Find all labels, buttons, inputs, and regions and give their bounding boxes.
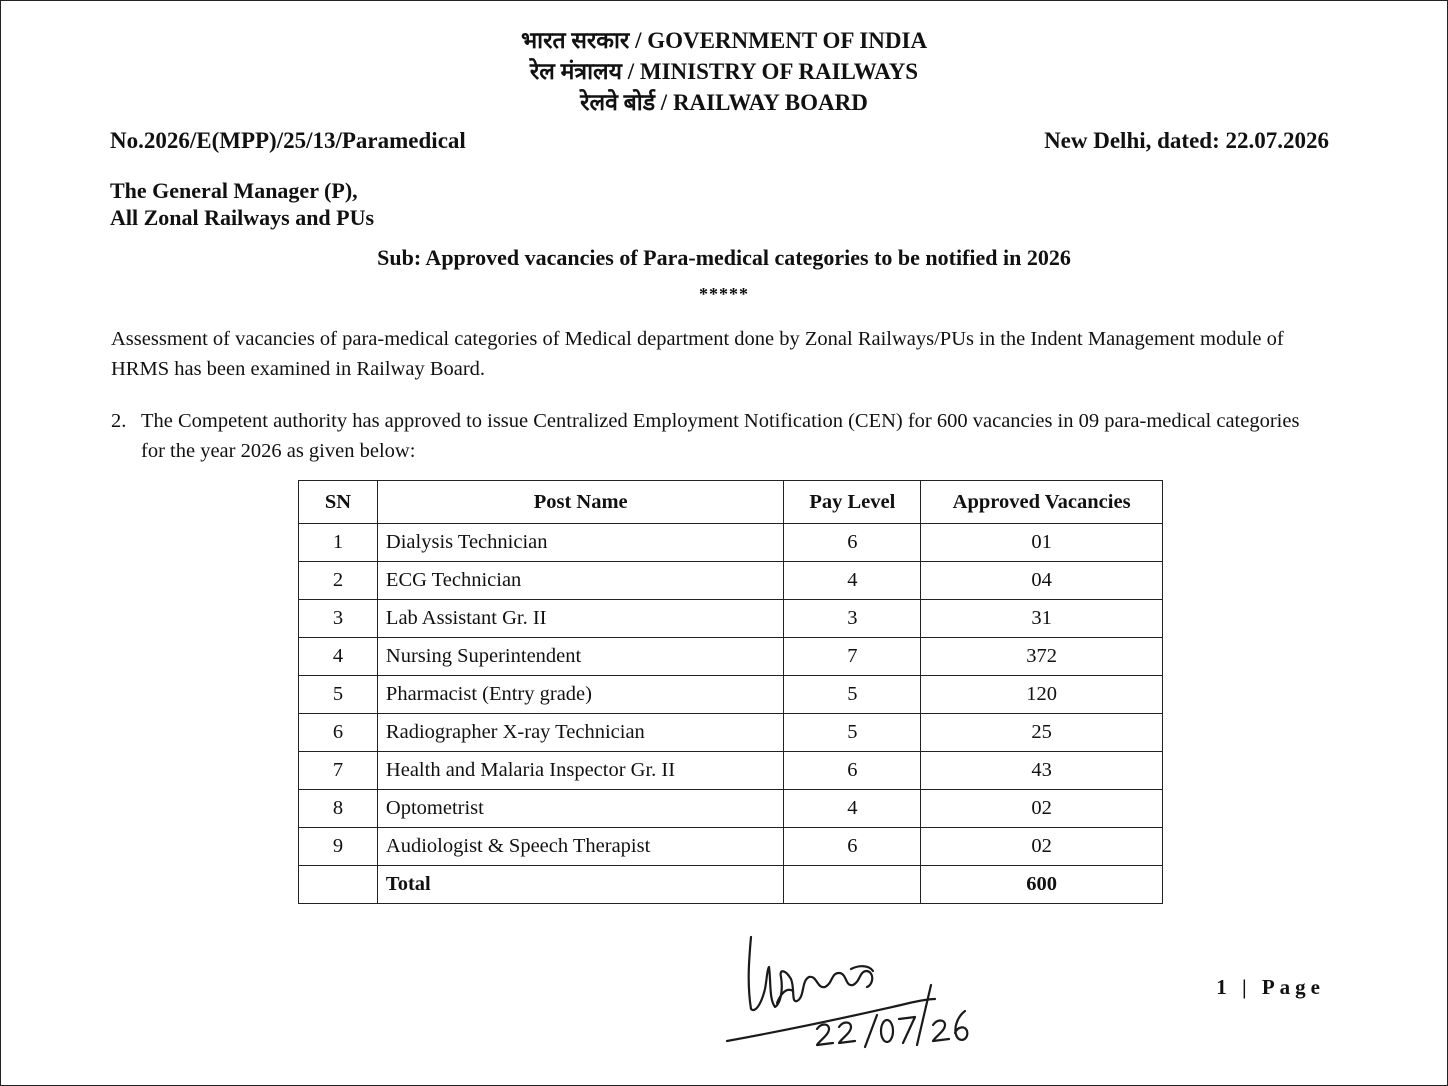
cell-pay-level: 6 [784, 524, 921, 562]
header-line-ministry: रेल मंत्रालय / MINISTRY OF RAILWAYS [529, 59, 919, 84]
cell-post-name: Dialysis Technician [377, 524, 783, 562]
addressee-line-2: All Zonal Railways and PUs [110, 205, 375, 230]
paragraph-1: Assessment of vacancies of para-medical categories of Medical department done by Zonal Railways/PUs in the Indent Management module of HRMS has been examined in Railway Board. [111, 328, 1284, 380]
cell-sn-empty [299, 866, 378, 904]
separator-stars: ***** [699, 284, 749, 304]
cell-post-name: Optometrist [377, 790, 783, 828]
page-number: 1 | Page [1216, 975, 1325, 999]
cell-sn: 8 [299, 790, 378, 828]
cell-vacancies: 31 [921, 600, 1163, 638]
vacancies-table [298, 480, 1163, 904]
cell-sn: 9 [299, 828, 378, 866]
issue-date: New Delhi, dated: 22.07.2026 [1044, 128, 1329, 153]
cell-pay-level: 3 [784, 600, 921, 638]
header-line-board: रेलवे बोर्ड / RAILWAY BOARD [580, 90, 868, 115]
cell-pay-level: 6 [784, 752, 921, 790]
cell-vacancies: 02 [921, 828, 1163, 866]
cell-vacancies: 25 [921, 714, 1163, 752]
cell-pay-level: 5 [784, 714, 921, 752]
cell-sn: 5 [299, 676, 378, 714]
cell-post-name: Health and Malaria Inspector Gr. II [377, 752, 783, 790]
table-row [299, 524, 1163, 562]
cell-vacancies: 01 [921, 524, 1163, 562]
cell-pay-level: 7 [784, 638, 921, 676]
cell-pay-level-empty [784, 866, 921, 904]
table-row [299, 828, 1163, 866]
table-row [299, 714, 1163, 752]
cell-vacancies: 04 [921, 562, 1163, 600]
table-row [299, 752, 1163, 790]
cell-post-name: Lab Assistant Gr. II [377, 600, 783, 638]
paragraph-2 [111, 406, 1321, 468]
table-row [299, 676, 1163, 714]
header-sn: SN [299, 481, 378, 524]
header-approved-vacancies: Approved Vacancies [921, 481, 1163, 524]
addressee-line-1: The General Manager (P), [110, 178, 358, 203]
cell-pay-level: 4 [784, 790, 921, 828]
table-row [299, 638, 1163, 676]
cell-sn: 3 [299, 600, 378, 638]
cell-total-value: 600 [921, 866, 1163, 904]
cell-post-name: Pharmacist (Entry grade) [377, 676, 783, 714]
cell-sn: 1 [299, 524, 378, 562]
cell-vacancies: 02 [921, 790, 1163, 828]
header-pay-level: Pay Level [784, 481, 921, 524]
handwritten-signature [721, 929, 981, 1059]
table-row [299, 790, 1163, 828]
header-post-name: Post Name [377, 481, 783, 524]
table-total-row [299, 866, 1163, 904]
table-row [299, 600, 1163, 638]
cell-vacancies: 372 [921, 638, 1163, 676]
table-row [299, 562, 1163, 600]
reference-number: No.2026/E(MPP)/25/13/Paramedical [110, 128, 466, 153]
subject-line: Sub: Approved vacancies of Para-medical categories to be notified in 2026 [377, 245, 1071, 270]
cell-pay-level: 6 [784, 828, 921, 866]
cell-post-name: Nursing Superintendent [377, 638, 783, 676]
cell-total-label: Total [377, 866, 783, 904]
cell-sn: 7 [299, 752, 378, 790]
cell-post-name: Radiographer X-ray Technician [377, 714, 783, 752]
cell-sn: 4 [299, 638, 378, 676]
cell-pay-level: 4 [784, 562, 921, 600]
cell-vacancies: 120 [921, 676, 1163, 714]
paragraph-2-text: The Competent authority has approved to issue Centralized Employment Notification (CEN) for 600 vacancies in 09 para-medical categories for the year 2026 as given below: [141, 410, 1300, 462]
paragraph-2-number: 2. [111, 410, 127, 432]
cell-pay-level: 5 [784, 676, 921, 714]
cell-vacancies: 43 [921, 752, 1163, 790]
cell-post-name: ECG Technician [377, 562, 783, 600]
cell-sn: 6 [299, 714, 378, 752]
cell-sn: 2 [299, 562, 378, 600]
table-header-row [299, 481, 1163, 524]
cell-post-name: Audiologist & Speech Therapist [377, 828, 783, 866]
header-line-govt: भारत सरकार / GOVERNMENT OF INDIA [520, 28, 928, 53]
